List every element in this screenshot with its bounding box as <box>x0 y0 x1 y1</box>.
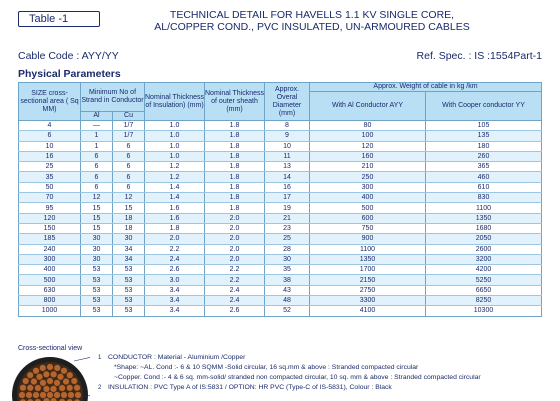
table-row <box>19 172 542 182</box>
table-cell: 6 <box>81 172 113 182</box>
strand-shape <box>67 372 74 379</box>
strand-shape <box>74 384 81 391</box>
table-cell: 300 <box>310 182 426 192</box>
table-cell: 12 <box>113 193 145 203</box>
table-row <box>19 121 542 131</box>
table-container <box>18 82 541 317</box>
strand-shape <box>47 392 54 399</box>
table-cell: 6650 <box>426 285 542 295</box>
strand-shape <box>43 371 50 378</box>
table-cell: 2750 <box>310 285 426 295</box>
table-cell: 460 <box>426 172 542 182</box>
parameters-table <box>18 82 542 317</box>
header-sheath: Nominal Thickness of outer sheath (mm) <box>205 83 265 121</box>
table-cell: 210 <box>310 162 426 172</box>
table-cell: 16 <box>265 182 310 192</box>
table-cell: 35 <box>265 265 310 275</box>
table-cell: 1.2 <box>145 162 205 172</box>
table-cell: 800 <box>19 296 81 306</box>
strand-shape <box>66 385 73 392</box>
table-cell: 120 <box>310 141 426 151</box>
table-cell: 30 <box>81 234 113 244</box>
table-cell: 1.8 <box>205 162 265 172</box>
table-cell: 2600 <box>426 244 542 254</box>
header-weight-cu: With Cooper conductor YY <box>426 92 542 121</box>
table-cell: 2050 <box>426 234 542 244</box>
reference-spec: Ref. Spec. : IS :1554Part-1 <box>416 50 542 62</box>
table-cell: 2.0 <box>205 213 265 223</box>
table-row <box>19 254 542 264</box>
table-cell: 6 <box>113 162 145 172</box>
table-cell: 4 <box>19 121 81 131</box>
table-row <box>19 141 542 151</box>
table-cell: 2.2 <box>205 275 265 285</box>
table-cell: 2.6 <box>145 265 205 275</box>
table-row <box>19 213 542 223</box>
table-row <box>19 296 542 306</box>
strand-shape <box>39 365 46 372</box>
header-insulation: Nominal Thickness of Insulation) (mm) <box>145 83 205 121</box>
table-cell: 2.0 <box>205 244 265 254</box>
strand-shape <box>33 392 40 399</box>
table-cell: 1 <box>81 131 113 141</box>
table-row <box>19 203 542 213</box>
table-cell: 50 <box>19 182 81 192</box>
table-cell: 240 <box>19 244 81 254</box>
table-cell: 15 <box>81 213 113 223</box>
table-cell: 1.8 <box>205 121 265 131</box>
table-cell: 30 <box>265 254 310 264</box>
table-cell: 1680 <box>426 223 542 233</box>
table-cell: 14 <box>265 172 310 182</box>
table-row <box>19 285 542 295</box>
table-cell: 1.6 <box>145 203 205 213</box>
table-cell: 2.0 <box>145 234 205 244</box>
table-cell: 900 <box>310 234 426 244</box>
table-cell: 1/7 <box>113 121 145 131</box>
strand-shape <box>27 372 34 379</box>
page-title <box>112 9 512 33</box>
table-cell: 1.0 <box>145 141 205 151</box>
table-cell: 100 <box>310 131 426 141</box>
table-cell: 43 <box>265 285 310 295</box>
table-cell: 6 <box>113 182 145 192</box>
header-cu: Cu <box>113 112 145 121</box>
table-cell: 10 <box>19 141 81 151</box>
table-cell: 4200 <box>426 265 542 275</box>
table-row <box>19 223 542 233</box>
strand-shape <box>43 386 50 393</box>
table-cell: 53 <box>81 306 113 316</box>
table-cell: 53 <box>113 285 145 295</box>
strand-shape <box>54 380 61 387</box>
table-cell: 2.0 <box>205 254 265 264</box>
table-cell: 34 <box>113 244 145 254</box>
table-cell: 21 <box>265 213 310 223</box>
header-diameter: Approx. Overal Diameter (mm) <box>265 83 310 121</box>
strand-shape <box>35 385 42 392</box>
table-cell: 250 <box>310 172 426 182</box>
header-al: Al <box>81 112 113 121</box>
note-shape-cu: ~Copper. Cond :- 4 & 6 sq. mm-solid/ stranded non compacted circular, 10 sq. mm & above : Stranded compacted circular <box>114 374 481 381</box>
strand-shape <box>19 392 26 399</box>
table-cell: 1.2 <box>145 172 205 182</box>
strand-shape <box>57 374 64 381</box>
table-cell: 15 <box>81 203 113 213</box>
table-cell: 18 <box>113 213 145 223</box>
leader-line-1 <box>74 357 90 361</box>
table-cell: 6 <box>81 182 113 192</box>
table-cell: 53 <box>113 306 145 316</box>
table-body <box>19 121 542 317</box>
table-cell: 600 <box>310 213 426 223</box>
table-cell: 105 <box>426 121 542 131</box>
table-cell: 1350 <box>426 213 542 223</box>
table-cell: 2.4 <box>145 254 205 264</box>
table-cell: 1/7 <box>113 131 145 141</box>
strand-shape <box>63 378 70 385</box>
table-cell: 53 <box>81 285 113 295</box>
table-cell: 1.8 <box>205 203 265 213</box>
table-cell: 1.8 <box>205 131 265 141</box>
strand-shape <box>75 392 82 399</box>
strand-shape <box>50 371 57 378</box>
table-cell: 1000 <box>19 306 81 316</box>
table-cell: 500 <box>310 203 426 213</box>
note-shape-al: *Shape: ~AL. Cond :- 6 & 10 SQMM -Solid circular, 16 sq.mm & above : Stranded compacted circular <box>114 364 419 371</box>
table-cell: 18 <box>113 223 145 233</box>
table-tag: Table -1 <box>18 11 100 27</box>
header-weight: Approx. Weight of cable in kg /km <box>310 83 542 92</box>
table-cell: 48 <box>265 296 310 306</box>
table-cell: 25 <box>265 234 310 244</box>
table-cell: 53 <box>113 296 145 306</box>
table-cell: — <box>81 121 113 131</box>
table-cell: 3.4 <box>145 296 205 306</box>
table-row <box>19 265 542 275</box>
table-cell: 1.0 <box>145 151 205 161</box>
table-row <box>19 162 542 172</box>
cable-code: Cable Code : AYY/YY <box>18 50 119 62</box>
table-cell: 1.0 <box>145 121 205 131</box>
table-cell: 35 <box>19 172 81 182</box>
table-cell: 19 <box>265 203 310 213</box>
title-line-1: TECHNICAL DETAIL FOR HAVELLS 1.1 KV SINGLE CORE, <box>169 9 455 21</box>
table-cell: 630 <box>19 285 81 295</box>
table-cell: 4100 <box>310 306 426 316</box>
strand-shape <box>27 385 34 392</box>
strand-shape <box>31 378 38 385</box>
table-cell: 1.6 <box>145 213 205 223</box>
table-cell: 3.0 <box>145 275 205 285</box>
table-cell: 6 <box>113 141 145 151</box>
table-cell: 10300 <box>426 306 542 316</box>
table-cell: 500 <box>19 275 81 285</box>
table-cell: 3.4 <box>145 306 205 316</box>
table-cell: 1700 <box>310 265 426 275</box>
table-row <box>19 193 542 203</box>
cross-section-notes <box>98 353 548 393</box>
table-cell: 70 <box>19 193 81 203</box>
strand-shape <box>71 378 78 385</box>
table-cell: 6 <box>19 131 81 141</box>
table-cell: 2.2 <box>145 244 205 254</box>
title-line-2: AL/COPPER COND., PVC INSULATED, UN-ARMOURED CABLES <box>154 21 470 33</box>
table-cell: 400 <box>310 193 426 203</box>
table-cell: 11 <box>265 151 310 161</box>
table-row <box>19 234 542 244</box>
table-cell: 2.0 <box>205 223 265 233</box>
table-cell: 53 <box>113 265 145 275</box>
table-cell: 53 <box>81 296 113 306</box>
table-cell: 2150 <box>310 275 426 285</box>
marker-1: 1 <box>98 355 102 361</box>
table-cell: 1100 <box>426 203 542 213</box>
table-cell: 28 <box>265 244 310 254</box>
table-cell: 12 <box>81 193 113 203</box>
strand-shape <box>54 365 61 372</box>
strand-shape <box>61 367 68 374</box>
table-cell: 25 <box>19 162 81 172</box>
table-cell: 13 <box>265 162 310 172</box>
table-cell: 830 <box>426 193 542 203</box>
table-cell: 53 <box>81 265 113 275</box>
table-cell: 1100 <box>310 244 426 254</box>
strand-shape <box>22 378 29 385</box>
table-cell: 1.8 <box>145 223 205 233</box>
table-cell: 400 <box>19 265 81 275</box>
strand-shape <box>36 374 43 381</box>
strand-shape <box>50 386 57 393</box>
table-cell: 15 <box>113 203 145 213</box>
table-cell: 52 <box>265 306 310 316</box>
table-cell: 150 <box>19 223 81 233</box>
cable-cross-section-illustration <box>10 353 90 401</box>
table-cell: 1350 <box>310 254 426 264</box>
strand-shape <box>68 392 75 399</box>
table-cell: 2.6 <box>205 306 265 316</box>
table-cell: 120 <box>19 213 81 223</box>
table-cell: 1.8 <box>205 141 265 151</box>
header-size: SIZE cross-sectional area ( Sq MM) <box>19 83 81 121</box>
note-conductor: 1 CONDUCTOR : Material - Aluminium /Copper <box>98 354 246 361</box>
strand-shape <box>26 392 33 399</box>
table-cell: 30 <box>81 254 113 264</box>
strand-shape <box>59 385 66 392</box>
table-cell: 17 <box>265 193 310 203</box>
table-cell: 10 <box>265 141 310 151</box>
header-min-strands: Minimum No of Strand in Conductor <box>81 83 145 112</box>
table-cell: 2.2 <box>205 265 265 275</box>
table-cell: 23 <box>265 223 310 233</box>
table-cell: 180 <box>426 141 542 151</box>
table-cell: 3.4 <box>145 285 205 295</box>
table-cell: 160 <box>310 151 426 161</box>
table-cell: 53 <box>81 275 113 285</box>
table-cell: 260 <box>426 151 542 161</box>
header-weight-al: With Al Conductor AYY <box>310 92 426 121</box>
table-cell: 16 <box>19 151 81 161</box>
marker-2: 2 <box>98 385 102 391</box>
table-row <box>19 306 542 316</box>
strand-shape <box>33 367 40 374</box>
table-cell: 3200 <box>426 254 542 264</box>
strand-shape <box>20 384 27 391</box>
table-cell: 34 <box>113 254 145 264</box>
cross-section-title: Cross-sectional view <box>18 345 83 352</box>
table-row <box>19 275 542 285</box>
table-cell: 38 <box>265 275 310 285</box>
table-cell: 30 <box>113 234 145 244</box>
table-cell: 750 <box>310 223 426 233</box>
strand-shape <box>61 392 68 399</box>
table-row <box>19 182 542 192</box>
strand-shape <box>47 378 54 385</box>
table-cell: 8 <box>265 121 310 131</box>
table-cell: 365 <box>426 162 542 172</box>
table-cell: 610 <box>426 182 542 192</box>
table-cell: 300 <box>19 254 81 264</box>
table-row <box>19 131 542 141</box>
note-insulation: 2 INSULATION : PVC Type A of IS:5831 / OPTION: HR PVC (Type-C of IS-5831), Colour : Black <box>98 384 392 391</box>
table-cell: 5250 <box>426 275 542 285</box>
table-cell: 1.4 <box>145 182 205 192</box>
table-cell: 80 <box>310 121 426 131</box>
table-cell: 6 <box>113 172 145 182</box>
table-cell: 1.8 <box>205 151 265 161</box>
table-cell: 6 <box>81 151 113 161</box>
table-cell: 1.8 <box>205 172 265 182</box>
table-cell: 9 <box>265 131 310 141</box>
table-cell: 2.4 <box>205 296 265 306</box>
table-cell: 95 <box>19 203 81 213</box>
strand-shape <box>40 380 47 387</box>
table-cell: 2.0 <box>205 234 265 244</box>
table-cell: 2.4 <box>205 285 265 295</box>
table-cell: 1.4 <box>145 193 205 203</box>
table-cell: 1.8 <box>205 182 265 192</box>
table-cell: 1.0 <box>145 131 205 141</box>
table-cell: 1 <box>81 141 113 151</box>
table-cell: 135 <box>426 131 542 141</box>
table-cell: 30 <box>81 244 113 254</box>
strand-shape <box>54 392 61 399</box>
strand-shape <box>40 392 47 399</box>
table-row <box>19 244 542 254</box>
table-cell: 53 <box>113 275 145 285</box>
table-cell: 6 <box>81 162 113 172</box>
strand-shape <box>47 364 54 371</box>
table-row <box>19 151 542 161</box>
table-cell: 6 <box>113 151 145 161</box>
table-cell: 3300 <box>310 296 426 306</box>
table-cell: 8250 <box>426 296 542 306</box>
section-title: Physical Parameters <box>18 68 121 80</box>
table-cell: 1.8 <box>205 193 265 203</box>
table-cell: 15 <box>81 223 113 233</box>
table-cell: 185 <box>19 234 81 244</box>
